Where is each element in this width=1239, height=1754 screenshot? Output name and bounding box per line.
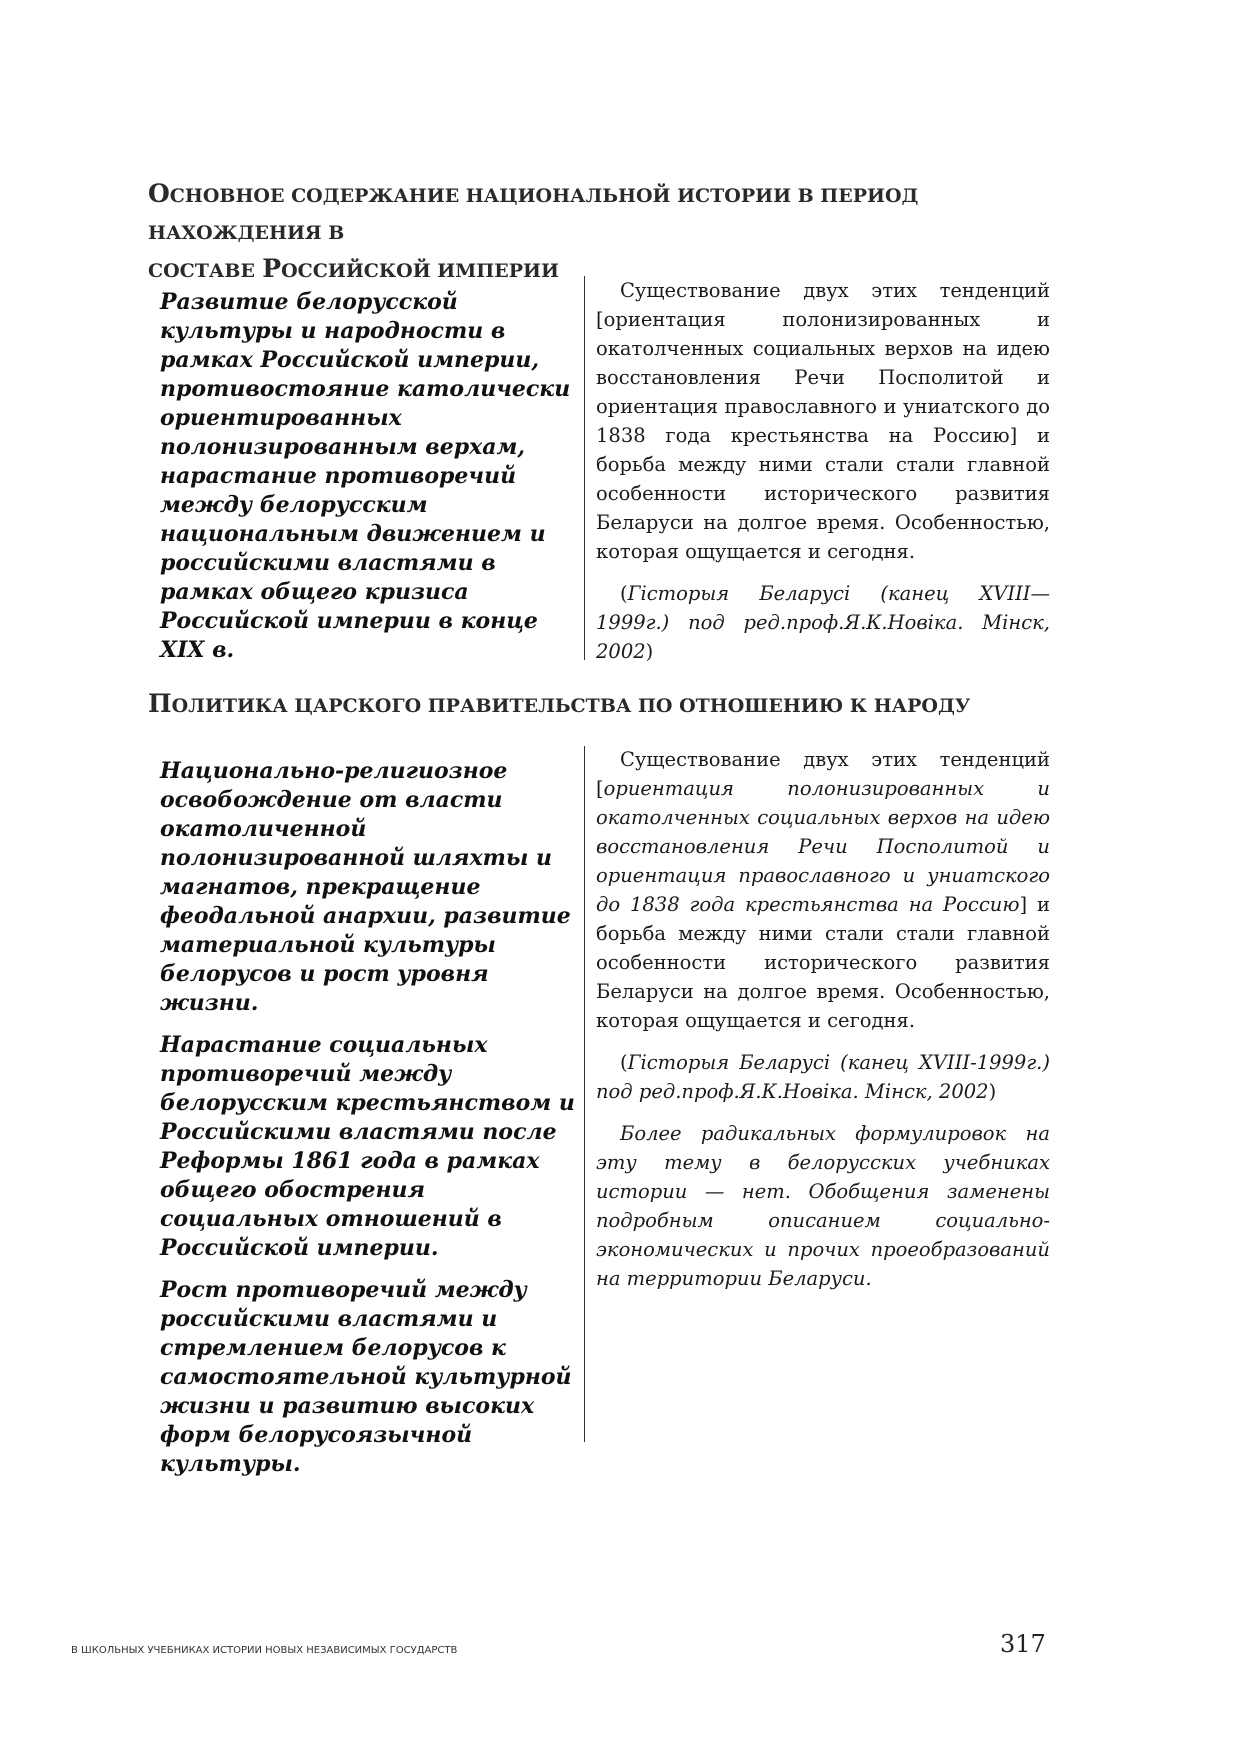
section-2-point-3: Рост противоречий между российскими властями и стремлением белорусов к самостоятельной культурной жизни и развитию высоких форм белорусоязычной культуры.	[160, 1277, 572, 1477]
section-1-summary: Развитие белорусской культуры и народности в рамках Российской империи, противостояние католически ориентированных полонизированным верхам, нарастание противоречий между белорусским национальным движением и российскими властями в рамках общего кризиса Российской империи в конце XIX в.	[160, 289, 571, 663]
section-heading-1-line2: СОСТАВЕ РОССИЙСКОЙ ИМПЕРИИ	[148, 254, 559, 283]
section-2-quote-paragraph: Существование двух этих тенденций [ориентация полонизированных и окатолченных социальных верхов на идею восстановления Речи Посполитой и ориентация православного и униатского до 1838 года крестьянства на Россию] и борьба между ними стали стали главной особенности исторического развития Беларуси на долгое время. Особенностью, которая ощущается и сегодня.	[596, 748, 1050, 1032]
section-2-left-column	[160, 757, 578, 1492]
column-divider-2	[584, 746, 585, 1442]
section-1-right-column	[596, 276, 1050, 679]
section-1-left-column	[160, 288, 578, 678]
section-heading-2	[148, 686, 1068, 724]
section-heading-2-line1: ПОЛИТИКА ЦАРСКОГО ПРАВИТЕЛЬСТВА ПО ОТНОШЕНИЮ К НАРОДУ	[148, 689, 971, 718]
section-1-quote-paragraph: Существование двух этих тенденций [ориентация полонизированных и окатолченных социальных верхов на идею восстановления Речи Посполитой и ориентация православного и униатского до 1838 года крестьянства на Россию] и борьба между ними стали стали главной особенности исторического развития Беларуси на долгое время. Особенностью, которая ощущается и сегодня.	[596, 279, 1050, 563]
section-1-citation: (Гісторыя Беларусі (канец XVIII—1999г.) под ред.проф.Я.К.Новіка. Мінск, 2002)	[596, 582, 1050, 663]
page-number: 317	[1000, 1630, 1046, 1658]
section-2-point-1: Национально-религиозное освобождение от власти окатоличенной полонизированной шляхты и магнатов, прекращение феодальной анархии, развитие материальной культуры белорусов и рост уровня жизни.	[160, 758, 571, 1016]
section-2-right-column	[596, 745, 1050, 1306]
column-divider-1	[584, 276, 585, 660]
running-footer-title: В ШКОЛЬНЫХ УЧЕБНИКАХ ИСТОРИИ НОВЫХ НЕЗАВИСИМЫХ ГОСУДАРСТВ	[71, 1645, 458, 1656]
section-2-author-note: Более радикальных формулировок на эту тему в белорусских учебниках истории — нет. Обобщения заменены подробным описанием социально-экономических и прочих проеобразований на территории Беларуси.	[596, 1122, 1050, 1290]
section-2-point-2: Нарастание социальных противоречий между белорусским крестьянством и Российскими властями после Реформы 1861 года в рамках общего обострения социальных отношений в Российской империи.	[160, 1032, 575, 1261]
section-heading-1	[148, 176, 1068, 289]
section-heading-1-line1: ОСНОВНОЕ СОДЕРЖАНИЕ НАЦИОНАЛЬНОЙ ИСТОРИИ В ПЕРИОД НАХОЖДЕНИЯ В	[148, 179, 919, 244]
section-2-citation: (Гісторыя Беларусі (канец XVIII-1999г.) под ред.проф.Я.К.Новіка. Мінск, 2002)	[596, 1051, 1050, 1103]
